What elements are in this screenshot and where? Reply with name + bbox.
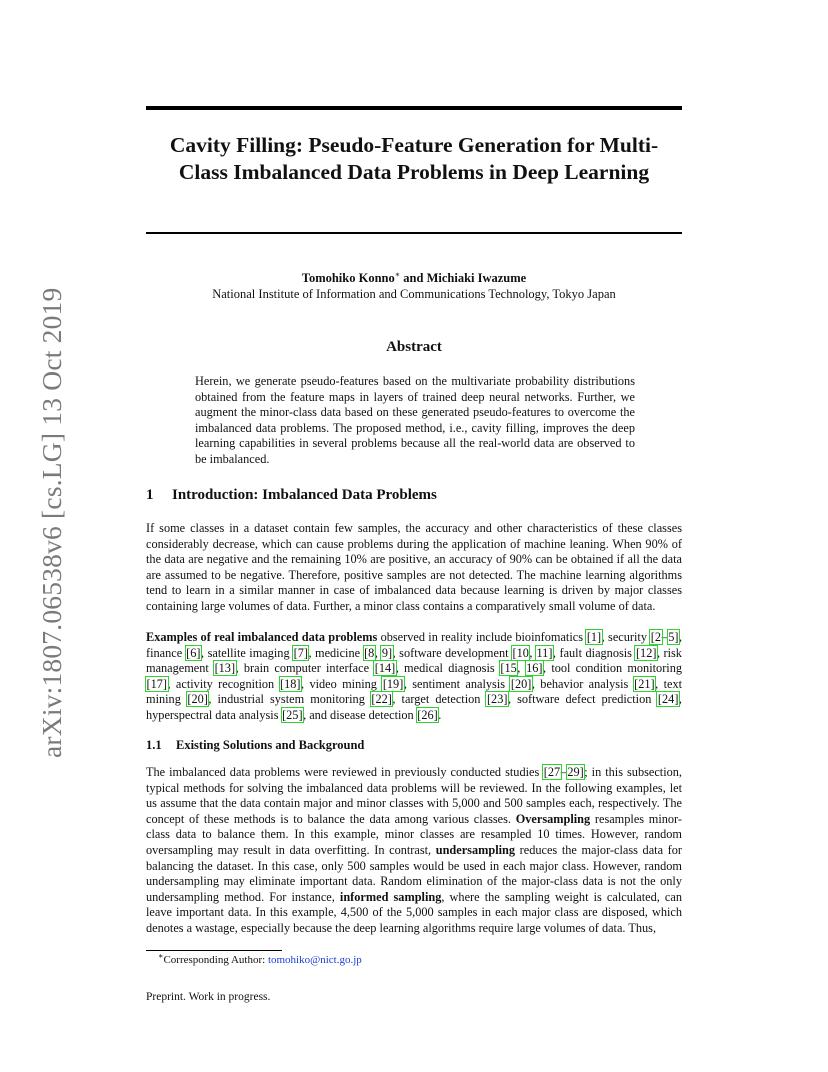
bold-term: informed sampling [339,889,442,904]
text-run: , tool condition monitoring [543,661,683,676]
text-run: , satellite imaging [201,645,294,660]
citation-separator: , [374,645,382,660]
text-run: , and disease detection [303,707,417,722]
paper-title: Cavity Filling: Pseudo-Feature Generation for Multi-Class Imbalanced Data Problems in Deep Learning [169,133,659,184]
text-run: , risk management [146,645,682,676]
citation-separator: , [529,645,536,660]
subsection-heading [146,738,364,753]
citation-link[interactable]: [12] [635,645,657,660]
citation-link[interactable]: [25] [282,707,303,722]
abstract-heading: Abstract [386,339,442,355]
text-run: The imbalanced data problems were reviewed in previously conducted studies [146,765,544,779]
text-run: , video mining [301,676,383,691]
footnote-marker: ∗ [158,951,164,961]
arxiv-identifier-stamp: arXiv:1807.06538v6 [cs.LG] 13 Oct 2019 [36,287,67,758]
citation-link[interactable]: 16] [526,661,543,676]
bold-lead: Examples of real imbalanced data problems [146,630,378,644]
bold-term: Oversampling [515,811,591,826]
text-run: , brain computer interface [235,661,375,676]
text-run: , software development [392,645,513,660]
text-run: , medicine [308,645,364,660]
citation-separator: – [661,630,668,644]
footnote-marker: ∗ [394,269,401,279]
citation-link[interactable]: [22] [371,692,392,707]
title-top-rule [146,106,682,110]
citation-link[interactable]: [17] [146,676,167,691]
text-run: , target detection [392,692,487,707]
citation-link[interactable]: [7] [293,645,308,660]
footnote-rule [146,950,282,951]
section-number: 1 [146,487,154,503]
paragraph [146,765,682,937]
text-run: , finance [146,630,683,660]
author-block [146,270,682,302]
email-link[interactable]: tomohiko@nict.go.jp [267,954,362,966]
abstract-text: Herein, we generate pseudo-features based on the multivariate probability distributions obtained from the feature maps in layers of trained deep neural networks. Further, we augment the minor-class data based on these generated pseudo-features to overcome the imbalanced data problems. The proposed method, i.e., cavity filling, improves the deep learning capabilities in several problems because all the real-world data are observed to be imbalanced. [195,374,635,466]
text-run: , sentiment analysis [403,676,511,691]
citation-link[interactable]: [19] [382,676,404,691]
citation-link[interactable]: [15 [500,661,517,676]
citation-link[interactable]: 5] [668,630,679,644]
text-run: , where the sampling weight is calculated, can leave important data. In this example, 4,500 of the 5,000 samples in each major class are disposed, which denotes a wastage, especially because the deep learning algorithms require large volumes of data. Thus, [146,889,682,935]
citation-link[interactable]: [1] [586,630,602,644]
text-run: , text mining [146,676,683,707]
section-title: Introduction: Imbalanced Data Problems [172,487,437,503]
citation-link[interactable]: 11] [536,645,553,660]
paragraph [146,630,682,724]
footnote [158,953,362,967]
text-run: . [438,707,442,722]
citation-link[interactable]: [6] [186,645,201,660]
text-run: , fault diagnosis [552,645,636,660]
affiliation: National Institute of Information and Communications Technology, Tokyo Japan [212,287,616,301]
citation-link[interactable]: [8 [364,645,375,660]
section-heading [146,487,437,504]
text-run: , software defect prediction [507,692,658,707]
citation-link[interactable]: [23] [486,692,508,707]
citation-link[interactable]: [18] [280,676,301,691]
author-name: Michiaki Iwazume [426,271,527,285]
citation-link[interactable]: 29] [567,765,584,779]
citation-link[interactable]: [2 [650,630,662,644]
citation-separator: , [517,661,526,676]
text-run: resamples minor-class data to balance them. In this example, minor classes are resampled 10 times. However, random oversampling may result in data overfitting. In contrast, [146,811,682,857]
citation-link[interactable]: [26] [417,707,438,722]
text-run: ; in this subsection, typical methods for solving the imbalanced data problems will be reviewed. In the following examples, let us assume that the data contain major and minor classes with 5,000 and 500 samples each, respectively. The concept of these methods is to balance the data among various classes. [146,765,682,826]
subsection-number: 1.1 [146,738,162,752]
footnote-label: Corresponding Author: [163,954,268,966]
citation-separator: – [560,765,567,779]
author-connector: and [403,271,424,285]
text-run: , medical diagnosis [395,661,500,676]
citation-link[interactable]: 9] [381,645,393,660]
text-run: , activity recognition [167,676,280,691]
paragraph: If some classes in a dataset contain few samples, the accuracy and other characteristics of these classes considerably decrease, which can cause problems during the application of machine leaning. When 90% of the data are negative and the remaining 10% are positive, an accuracy of 90% can be obtained if all the data are assumed to be negative. Therefore, positive samples are not detected. The machine learning algorithms tend to learn in a similar manner in case of imbalanced data because learning is driven by major classes containing large volumes of data. Further, a minor class contains a comparatively small volume of data. [146,521,682,613]
citation-link[interactable]: [27 [543,765,561,779]
author-name: Tomohiko Konno [301,271,395,285]
bold-term: undersampling [435,842,516,857]
title-bottom-rule [146,232,682,234]
citation-link[interactable]: [13] [214,661,236,676]
subsection-title: Existing Solutions and Background [176,738,365,752]
text-run: , hyperspectral data analysis [146,692,682,722]
citation-link[interactable]: [21] [634,676,655,691]
citation-link[interactable]: [20] [510,676,532,691]
citation-link[interactable]: [10 [512,645,529,660]
preprint-footer: Preprint. Work in progress. [146,991,271,1003]
text-run: reduces the major-class data for balancing the dataset. In this case, only 500 samples would be used in each major class. However, random undersampling may eliminate important data. Random elimination of the major-class data is not the only undersampling method. For instance, [146,842,683,904]
text-run: , industrial system monitoring [208,692,371,707]
citation-link[interactable]: [20] [187,692,208,707]
text-run: , behavior analysis [531,676,634,691]
text-run: , security [601,630,651,644]
citation-link[interactable]: [24] [657,692,679,707]
citation-link[interactable]: [14] [374,661,396,676]
text-run: observed in reality include bioinfomatics [377,630,587,644]
